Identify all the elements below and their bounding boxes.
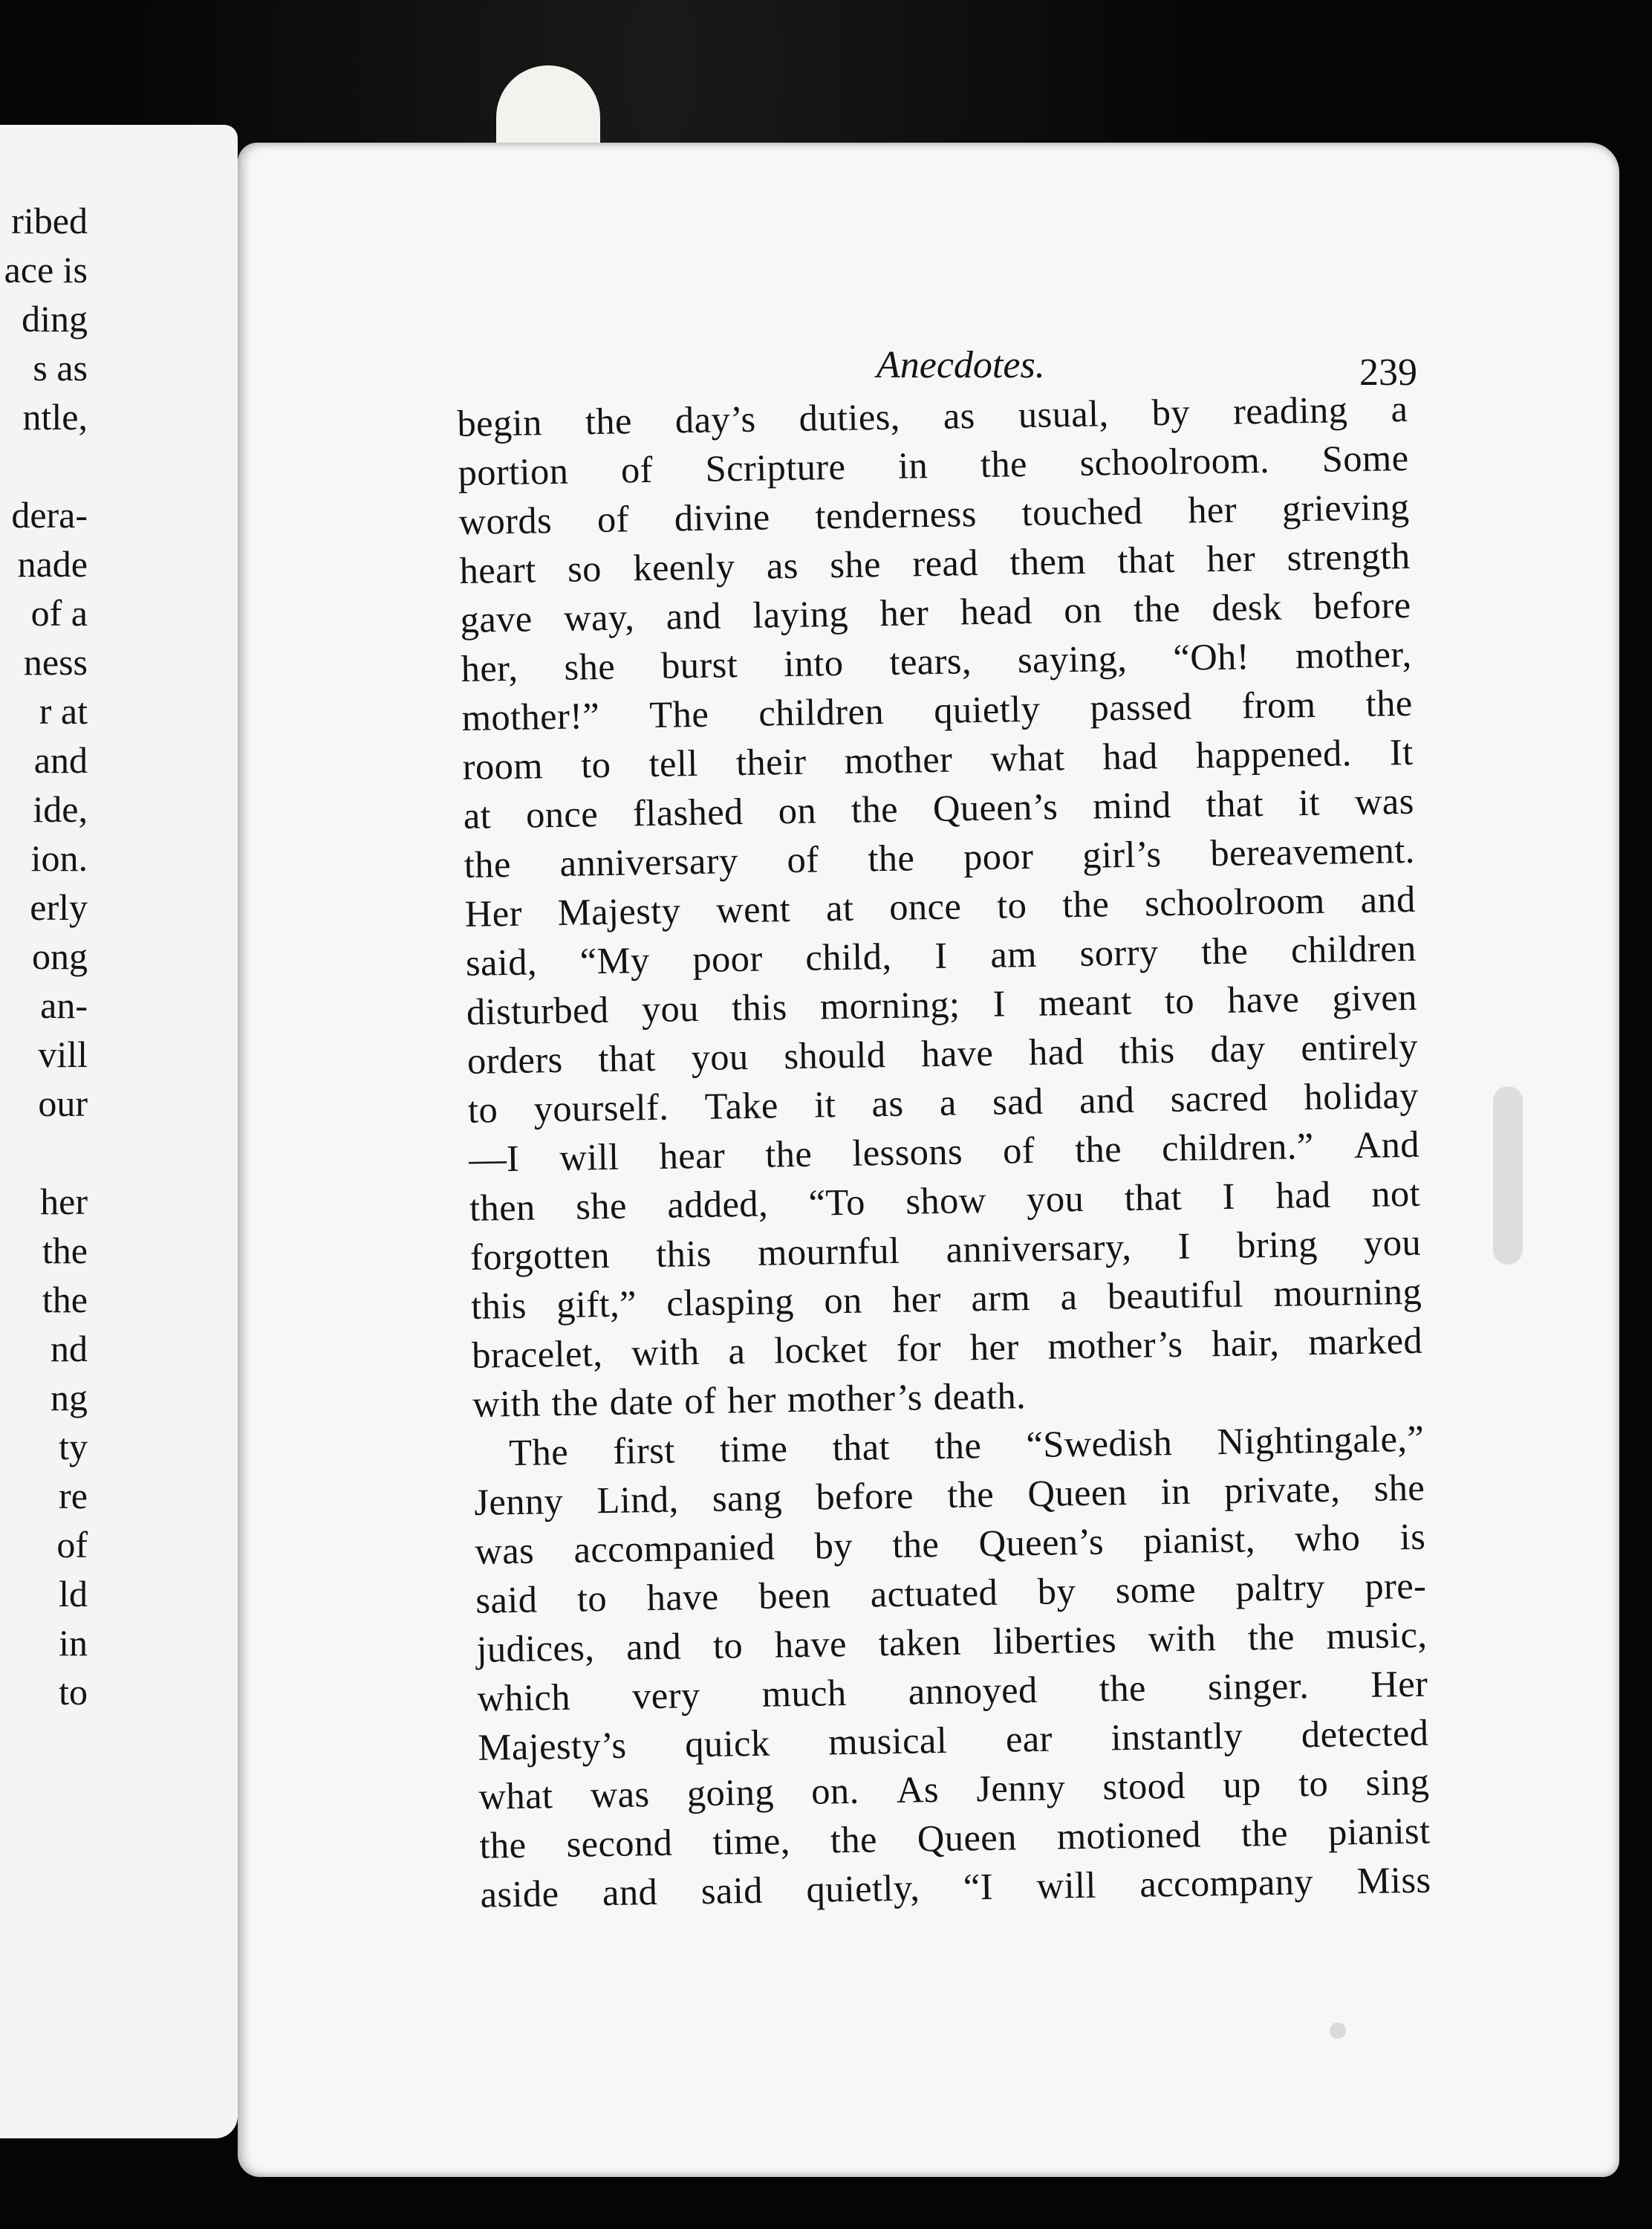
left-page-fragment: of a [30,592,88,634]
book-page [238,143,1619,2177]
text-line: which very much annoyed the singer. Her [477,1662,1428,1719]
left-page-fragment: an- [40,984,88,1026]
left-page-fragment: our [38,1083,88,1124]
left-page-fragment: ntle, [22,396,88,438]
left-page-fragment: s as [33,347,88,389]
scan-blemish [1493,1086,1523,1265]
text-line: room to tell their mother what had happened. It [462,730,1414,788]
text-line: at once flashed on the Queen’s mind that it was [463,779,1415,837]
text-line: —I will hear the lessons of the children.” And [468,1123,1420,1180]
text-line: what was going on. As Jenny stood up to sing [478,1760,1430,1817]
text-line: Her Majesty went at once to the schoolroom and [464,877,1417,935]
left-page-fragment: of [56,1524,88,1566]
text-line: Jenny Lind, sang before the Queen in private, she [473,1466,1425,1523]
left-page-fragment: ty [59,1426,88,1467]
left-page-fragment: ribed [11,200,88,241]
text-line: heart so keenly as she read them that her strength [459,534,1411,591]
text-line: to yourself. Take it as a sad and sacred holiday [467,1074,1420,1131]
scan-blemish [1330,2022,1346,2039]
left-page-fragment: and [33,739,88,781]
text-line: the second time, the Queen motioned the pianist [479,1809,1431,1866]
text-line: aside and said quietly, “I will accompany Miss [480,1858,1431,1915]
left-page-fragment: vill [38,1034,88,1075]
text-line: Majesty’s quick musical ear instantly detected [478,1711,1429,1768]
text-line: her, she burst into tears, saying, “Oh! mother, [461,632,1412,690]
text-line: this gift,” clasping on her arm a beautiful mourning [470,1270,1422,1327]
left-page-fragment: dera- [11,494,88,536]
left-page-fragment: ng [51,1377,88,1418]
text-line: was accompanied by the Queen’s pianist, who is [474,1515,1426,1572]
left-page-fragment: ld [59,1573,88,1615]
left-page-fragment: nade [17,543,88,585]
text-line: said, “My poor child, I am sorry the children [465,927,1417,984]
left-page-fragment: nd [51,1328,88,1369]
running-head: Anecdotes. [877,344,1045,386]
body-text [457,384,1431,1919]
left-page-fragment: ong [32,935,88,977]
left-page-fragment: the [42,1279,88,1320]
left-page-fragment: ness [23,641,88,683]
text-line: said to have been actuated by some paltry pre- [475,1564,1427,1621]
left-page-fragment: to [59,1671,88,1713]
text-line: the anniversary of the poor girl’s bereavement. [464,828,1416,886]
text-line: gave way, and laying her head on the desk before [460,583,1411,640]
left-page-fragment: re [59,1475,88,1516]
text-line: portion of Scripture in the schoolroom. Some [458,436,1409,493]
page-number: 239 [1359,351,1417,394]
text-line: forgotten this mournful anniversary, I bring you [469,1221,1422,1278]
text-line: The first time that the “Swedish Nightingale,” [508,1417,1425,1474]
left-page-fragment: her [40,1181,88,1222]
text-line: bracelet, with a locket for her mother’s hair, marked [471,1319,1423,1376]
text-line: then she added, “To show you that I had not [469,1172,1421,1229]
left-page-fragment: the [42,1230,88,1271]
left-page-fragment: erly [30,886,88,928]
left-page-fragment: ion. [30,837,88,879]
left-page-fragment: r at [39,690,88,732]
text-line: disturbed you this morning; I meant to have given [466,976,1418,1033]
text-line: with the date of her mother’s death. [472,1375,1027,1425]
left-page-fragment: ding [22,298,88,340]
text-line: mother!” The children quietly passed from the [461,681,1413,739]
left-page-fragment: ide, [33,788,88,830]
text-line: judices, and to have taken liberties with the music, [475,1613,1428,1670]
left-facing-page [0,125,238,2138]
text-line: words of divine tenderness touched her grieving [458,485,1410,542]
left-page-fragment: in [59,1622,88,1664]
left-page-fragment: ace is [4,249,88,291]
text-line: begin the day’s duties, as usual, by reading a [457,387,1408,444]
text-line: orders that you should have had this day entirely [466,1025,1419,1082]
